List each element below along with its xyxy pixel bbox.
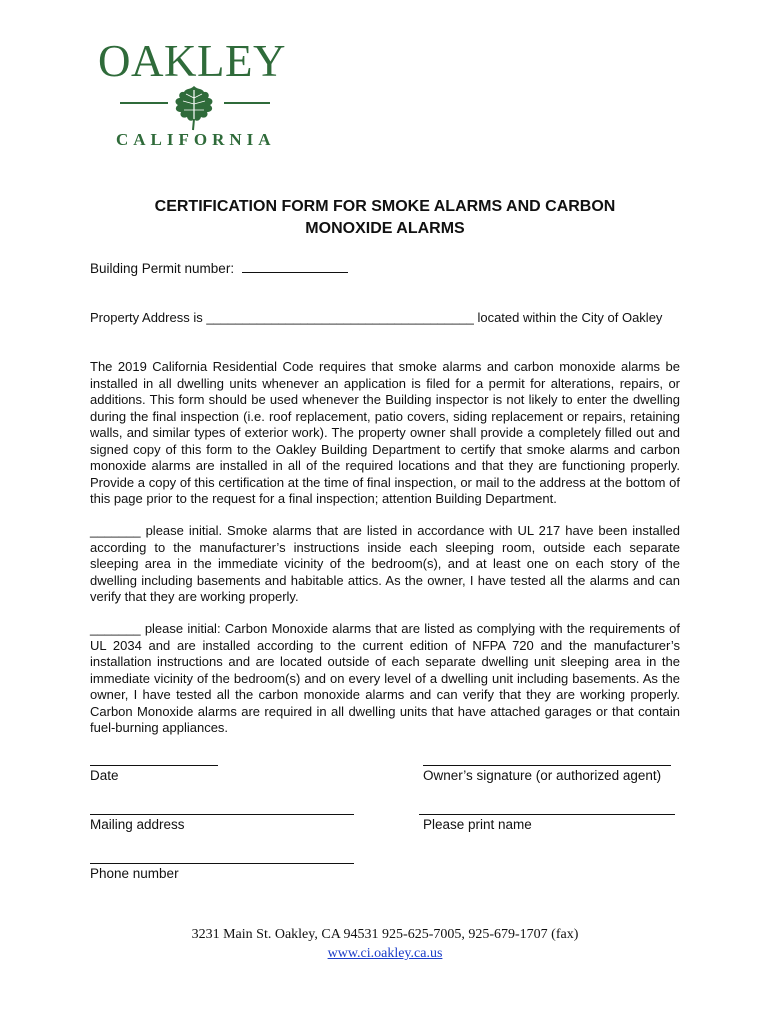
date-line[interactable] [90,765,218,766]
owner-signature-label: Owner’s signature (or authorized agent) [423,768,662,783]
date-label: Date [90,768,119,783]
phone-number-line[interactable] [90,863,354,864]
print-name-line[interactable] [419,814,675,815]
footer-website-link[interactable]: www.ci.oakley.ca.us [327,946,443,961]
logo-subtitle: CALIFORNIA [116,130,276,149]
property-address-row[interactable]: Property Address is _____________________________________ located within the City of Oakley [90,310,663,325]
print-name-label: Please print name [423,817,532,832]
logo-wordmark: OAKLEY [98,36,286,86]
phone-number-label: Phone number [90,866,179,881]
owner-signature-line[interactable] [423,765,671,766]
oakley-logo [96,36,296,154]
mailing-address-line[interactable] [90,814,354,815]
oak-leaf-icon [158,82,230,132]
intro-paragraph: The 2019 California Residential Code requires that smoke alarms and carbon monoxide alarms be installed in all dwelling units whenever an application is filed for a permit for alterations, repairs, or additions. This form should be used whenever the Building inspector is not likely to enter the dwelling during the final inspection (i.e. roof replacement, patio covers, siding replacement or repairs, retaining walls, and similar types of exterior work). The property owner shall provide a completely filled out and signed copy of this form to the Oakley Building Department to certify that smoke alarms and carbon monoxide alarms are installed in all of the required locations and that they are functioning properly. Provide a copy of this certification at the time of final inspection, or mail to the address at the bottom of this page prior to the request for a final inspection; attention Building Department. [90,359,680,506]
carbon-monoxide-paragraph: _______ please initial: Carbon Monoxide alarms that are listed as complying with the requirements of UL 2034 and are installed according to the current edition of NFPA 720 and the manufacturer’s installation instructions and are located outside of each separate dwelling unit sleeping area in the immediate vicinity of the bedroom(s) and on every level of a dwelling unit including basements. As the owner, I have tested all the carbon monoxide alarms and can verify that they are working properly. Carbon Monoxide alarms are required in all dwelling units that have attached garages or that contain fuel-burning appliances. [90,621,680,735]
footer [0,925,770,963]
mailing-address-label: Mailing address [90,817,185,832]
form-title-line-1: CERTIFICATION FORM FOR SMOKE ALARMS AND CARBON [154,198,616,215]
permit-number-label: Building Permit number: [90,261,235,276]
form-title [0,196,770,240]
permit-number-row [90,260,348,276]
form-title-line-2: MONOXIDE ALARMS [305,220,465,237]
logo-rule-right [224,102,270,104]
footer-address: 3231 Main St. Oakley, CA 94531 925-625-7005, 925-679-1707 (fax) [191,927,579,942]
permit-number-field[interactable] [242,260,348,273]
smoke-alarm-paragraph: _______ please initial. Smoke alarms that are listed in accordance with UL 217 have been installed according to the manufacturer’s instructions inside each sleeping room, outside each separate sleeping area in the immediate vicinity of the bedroom(s), and at least one on each story of the dwelling including basements and habitable attics. As the owner, I have tested all the alarms and can verify that they are working properly. [90,523,680,604]
